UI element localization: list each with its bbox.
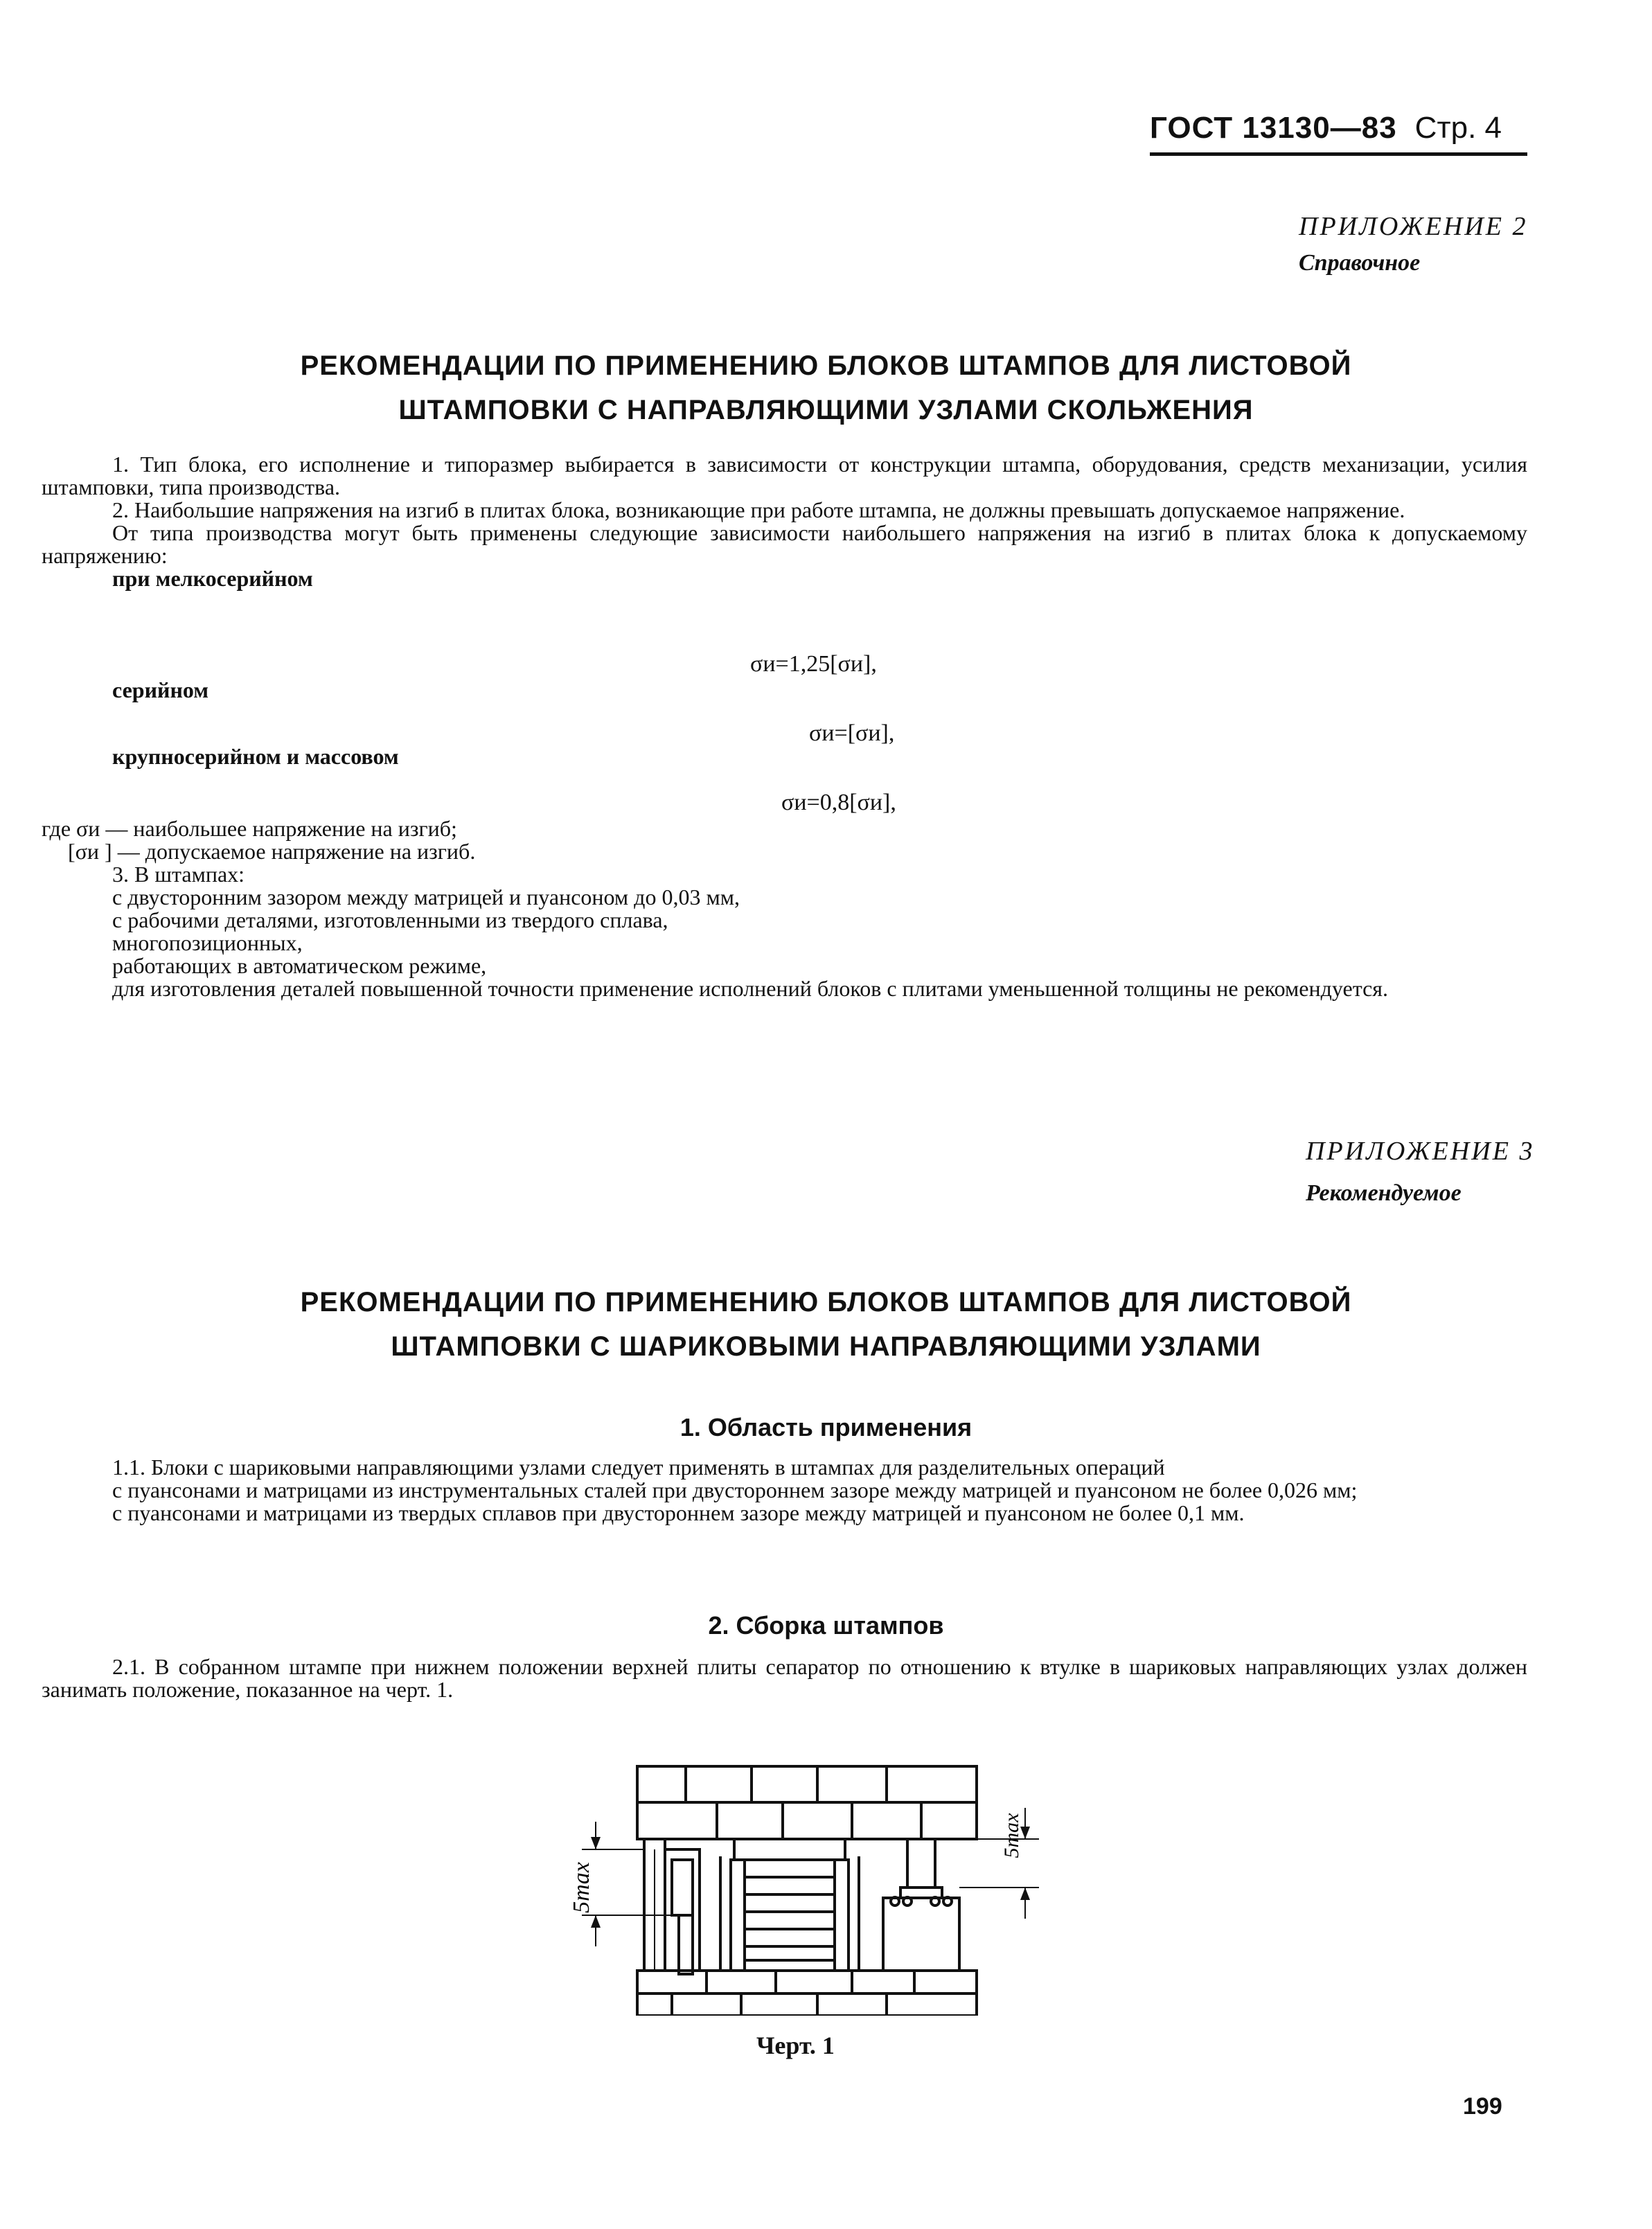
appendix-3-label: ПРИЛОЖЕНИЕ 3 Рекомендуемое [1306,1137,1535,1206]
paragraph: 2.1. В собранном штампе при нижнем положении верхней плиты сепаратор по отношению к втулке в шариковых направляющих узлах должен занимать положение, показанное на черт. 1. [42,1654,1527,1702]
list-item: с рабочими деталями, изготовленными из твердого сплава, [112,907,668,932]
section-heading-1: 1. Область применения [680,1413,972,1441]
dimension-label-right: 5max [1000,1813,1023,1858]
formula-1: σи=1,25[σи], [750,651,877,677]
list-item: для изготовления деталей повышенной точности применение исполнений блоков с плитами уменьшенной толщины не рекомендуется. [112,976,1388,1001]
appendix-3-status: Рекомендуемое [1306,1180,1462,1206]
page-label: Стр. 4 [1414,111,1502,145]
appendix-2-list [42,817,1527,1000]
appendix-3-section-2 [42,1655,1527,1701]
case-label: серийном [112,677,209,702]
paragraph: с пуансонами и матрицами из инструментальных сталей при двустороннем зазоре между матрицей и пуансоном не более 0,026 мм; [112,1477,1358,1502]
case-label: при мелкосерийном [112,566,313,591]
formula-2: σи=[σи], [809,720,895,746]
appendix-2-body [42,453,1527,590]
page-header [1150,111,1527,156]
paragraph: с пуансонами и матрицами из твердых сплавов при двустороннем зазоре между матрицей и пуансоном не более 0,1 мм. [112,1500,1245,1525]
paragraph: От типа производства могут быть применены следующие зависимости наибольшего напряжения на изгиб в плитах блока к допускаемому напряжению: [42,520,1527,568]
list-item: работающих в автоматическом режиме, [112,953,487,978]
paragraph: 3. В штампах: [112,862,245,887]
list-item: с двусторонним зазором между матрицей и пуансоном до 0,03 мм, [112,885,740,909]
paragraph: 1. Тип блока, его исполнение и типоразмер выбирается в зависимости от конструкции штампа, оборудования, средств механизации, усилия штамповки, типа производства. [42,452,1527,499]
definition: [σи ] — допускаемое напряжение на изгиб. [68,839,476,864]
definition: где σи — наибольшее напряжение на изгиб; [42,816,457,841]
case-label: крупносерийном и массовом [112,744,399,769]
appendix-2-title: РЕКОМЕНДАЦИИ ПО ПРИМЕНЕНИЮ БЛОКОВ ШТАМПОВ ДЛЯ ЛИСТОВОЙ ШТАМПОВКИ С НАПРАВЛЯЮЩИМИ УЗЛАМИ СКОЛЬЖЕНИЯ [300,350,1352,425]
dimension-label-left: 5max [569,1862,594,1913]
list-item: многопозиционных, [112,930,303,955]
die-block-drawing [568,1739,1053,2016]
paragraph: 2. Наибольшие напряжения на изгиб в плитах блока, возникающие при работе штампа, не должны превышать допускаемое напряжение. [112,497,1405,522]
formula-3: σи=0,8[σи], [781,790,896,815]
paragraph: 1.1. Блоки с шариковыми направляющими узлами следует применять в штампах для разделительных операций [112,1455,1165,1480]
appendix-3-section-1 [42,1456,1527,1525]
standard-code: ГОСТ 13130—83 [1150,111,1397,145]
appendix-2-status: Справочное [1299,250,1421,276]
page-number: 199 [1463,2093,1502,2120]
appendix-2-label: ПРИЛОЖЕНИЕ 2 Справочное [1299,212,1528,276]
section-heading-2: 2. Сборка штампов [708,1611,944,1640]
appendix-3-title: РЕКОМЕНДАЦИИ ПО ПРИМЕНЕНИЮ БЛОКОВ ШТАМПОВ ДЛЯ ЛИСТОВОЙ ШТАМПОВКИ С ШАРИКОВЫМИ НАПРАВЛЯЮЩИМИ УЗЛАМИ [300,1287,1352,1362]
figure-caption: Черт. 1 [756,2032,835,2059]
